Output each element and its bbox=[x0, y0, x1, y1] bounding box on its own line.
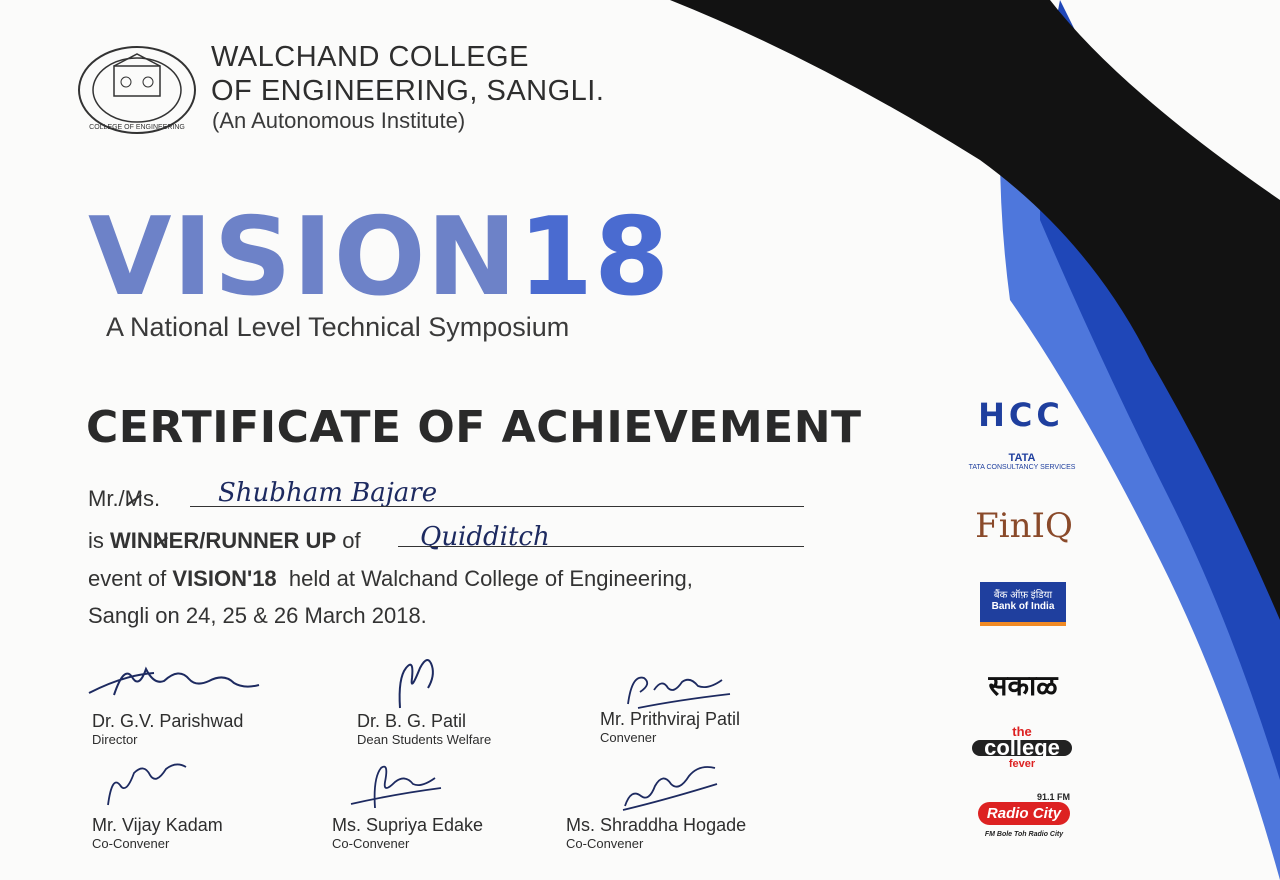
sponsor-sakal-logo: सकाळ bbox=[988, 670, 1058, 701]
sponsor-cf-college: college bbox=[972, 740, 1072, 756]
signatory-3-role: Convener bbox=[600, 730, 657, 745]
college-subtitle: (An Autonomous Institute) bbox=[212, 108, 466, 133]
signatory-3-name: Mr. Prithviraj Patil bbox=[600, 709, 741, 729]
event-logo-word: VISION bbox=[88, 195, 518, 320]
sponsor-cf-fever: fever bbox=[1008, 758, 1036, 770]
signatory-5 bbox=[332, 815, 483, 851]
sponsor-rc-freq: 91.1 FM bbox=[1036, 792, 1070, 802]
signatory-1-name: Dr. G.V. Parishwad bbox=[92, 711, 244, 731]
college-name-line1: WALCHAND COLLEGE bbox=[211, 41, 529, 73]
result-struck: N bbox=[152, 528, 169, 553]
recipient-underline bbox=[190, 506, 804, 507]
sponsor-rc-tag: FM Bole Toh Radio City bbox=[984, 831, 1064, 838]
recipient-name: Shubham Bajare bbox=[218, 478, 438, 508]
event-logo bbox=[88, 195, 671, 320]
signatory-2-name: Dr. B. G. Patil bbox=[357, 711, 467, 731]
sponsor-boi-name: Bank of India bbox=[991, 601, 1055, 612]
signatory-4-role: Co-Convener bbox=[92, 836, 170, 851]
event-underline bbox=[398, 546, 804, 547]
signatory-4-name: Mr. Vijay Kadam bbox=[92, 815, 223, 835]
signatory-1-role: Director bbox=[92, 732, 138, 747]
salutation bbox=[88, 486, 160, 512]
result-prefix: is bbox=[88, 528, 110, 553]
sponsor-tcs-text: TATA CONSULTANCY SERVICES bbox=[968, 464, 1076, 471]
signatory-5-role: Co-Convener bbox=[332, 836, 410, 851]
signature-co-convener-1 bbox=[100, 755, 200, 815]
sponsor-bank-of-india bbox=[980, 582, 1066, 626]
event-line-prefix: event of bbox=[88, 566, 173, 591]
signatory-4 bbox=[92, 815, 223, 851]
result-line bbox=[88, 528, 361, 554]
event-line-suffix: held at Walchand College of Engineering, bbox=[276, 566, 693, 591]
college-name bbox=[211, 40, 604, 108]
sponsor-cf-the: the bbox=[1012, 724, 1032, 739]
salutation-struck: M bbox=[124, 486, 143, 511]
sponsor-college-fever bbox=[972, 724, 1072, 772]
event-logo-number: 18 bbox=[517, 195, 671, 320]
signatory-6-name: Ms. Shraddha Hogade bbox=[566, 815, 747, 835]
signatory-5-name: Ms. Supriya Edake bbox=[332, 815, 484, 835]
sponsor-radio-city bbox=[978, 792, 1070, 838]
sponsor-rc-name: Radio City bbox=[978, 802, 1070, 825]
college-seal-logo bbox=[76, 44, 198, 136]
signature-convener bbox=[618, 664, 738, 714]
signature-director bbox=[84, 655, 274, 705]
result-of: of bbox=[336, 528, 361, 553]
result-winner-a: WIN bbox=[110, 528, 153, 553]
signatory-6 bbox=[566, 815, 746, 851]
signatory-2 bbox=[357, 711, 491, 747]
svg-text:COLLEGE OF ENGINEERING: COLLEGE OF ENGINEERING bbox=[89, 124, 185, 131]
signature-co-convener-3 bbox=[615, 758, 725, 814]
sponsor-boi-hindi: बैंक ऑफ़ इंडिया bbox=[993, 590, 1053, 601]
salutation-suffix: s. bbox=[143, 486, 161, 511]
event-line bbox=[88, 566, 693, 592]
sponsor-finiq-logo: FinIQ bbox=[975, 506, 1073, 546]
signature-co-convener-2 bbox=[345, 758, 445, 814]
result-winner-b: ER/RUNNER UP bbox=[168, 528, 337, 553]
sponsor-hcc-logo: HCC bbox=[978, 396, 1064, 434]
event-line-bold: VISION'18 bbox=[172, 566, 277, 591]
signatory-2-role: Dean Students Welfare bbox=[357, 732, 492, 747]
signatory-6-role: Co-Convener bbox=[566, 836, 644, 851]
certificate-title: CERTIFICATE OF ACHIEVEMENT bbox=[86, 402, 862, 453]
college-name-line2: OF ENGINEERING, SANGLI. bbox=[211, 75, 605, 107]
date-line: Sangli on 24, 25 & 26 March 2018. bbox=[88, 603, 427, 628]
signature-dean bbox=[380, 648, 450, 718]
sponsor-tata-mark: TATA bbox=[1008, 452, 1036, 464]
signatory-1 bbox=[92, 711, 243, 747]
salutation-prefix: Mr./ bbox=[88, 486, 125, 511]
signatory-3 bbox=[600, 709, 740, 745]
event-tagline: A National Level Technical Symposium bbox=[106, 312, 570, 342]
sponsor-tcs bbox=[962, 452, 1082, 471]
event-name: Quidditch bbox=[420, 522, 550, 552]
